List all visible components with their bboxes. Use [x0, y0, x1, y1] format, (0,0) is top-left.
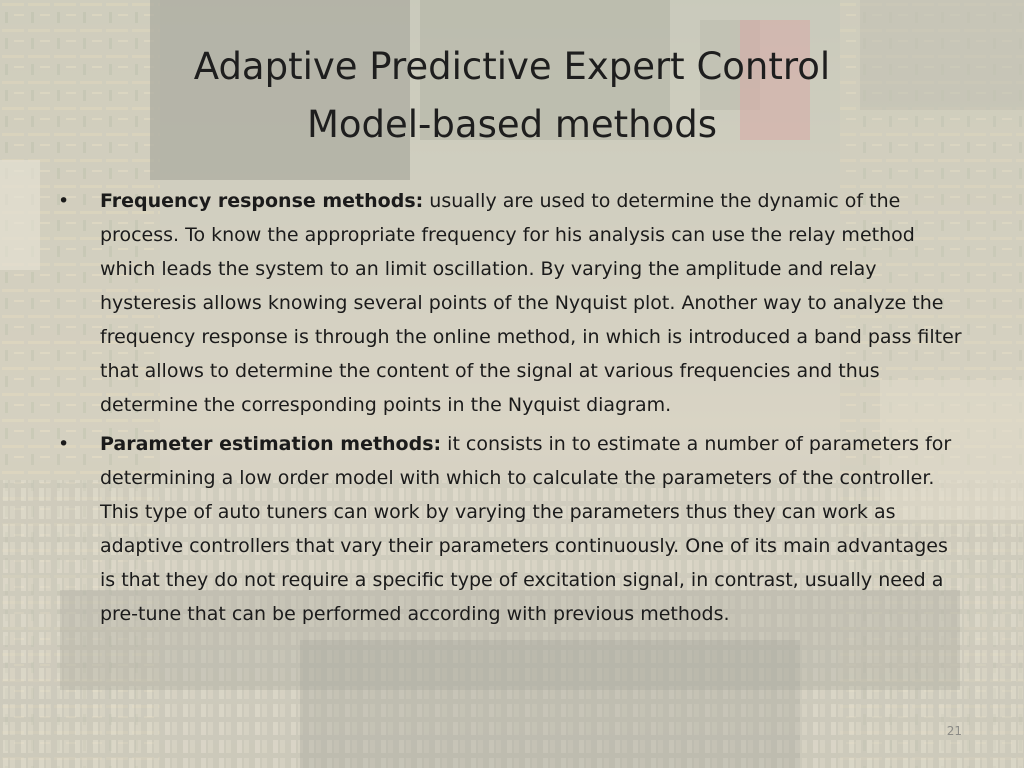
- bullet-term: Frequency response methods:: [100, 190, 424, 212]
- slide-title: [0, 38, 1024, 154]
- bullet-list: [58, 184, 963, 636]
- bullet-text: it consists in to estimate a number of parameters for determining a low order model with which to calculate the parameters of the controller. This type of auto tuners can work by varying the parameters thus they can work as adaptive controllers that vary their parameters continuously. One of its main advantages is that they do not require a specific type of excitation signal, in contrast, usually need a pre-tune that can be performed according with previous methods.: [100, 433, 952, 625]
- title-line-1: Adaptive Predictive Expert Control: [193, 45, 831, 88]
- bullet-term: Parameter estimation methods:: [100, 433, 442, 455]
- bullet-text: usually are used to determine the dynamic of the process. To know the appropriate frequency for his analysis can use the relay method which leads the system to an limit oscillation. By varying the amplitude and relay hysteresis allows knowing several points of the Nyquist plot. Another way to analyze the frequency response is through the online method, in which is introduced a band pass filter that allows to determine the content of the signal at various frequencies and thus determine the corresponding points in the Nyquist diagram.: [100, 190, 962, 416]
- bullet-item-parameter-estimation: [58, 427, 963, 631]
- bullet-icon: •: [58, 190, 70, 212]
- title-line-2: Model-based methods: [306, 103, 718, 146]
- bullet-item-frequency-response: [58, 184, 963, 422]
- bullet-icon: •: [58, 433, 70, 455]
- page-number: 21: [946, 724, 962, 738]
